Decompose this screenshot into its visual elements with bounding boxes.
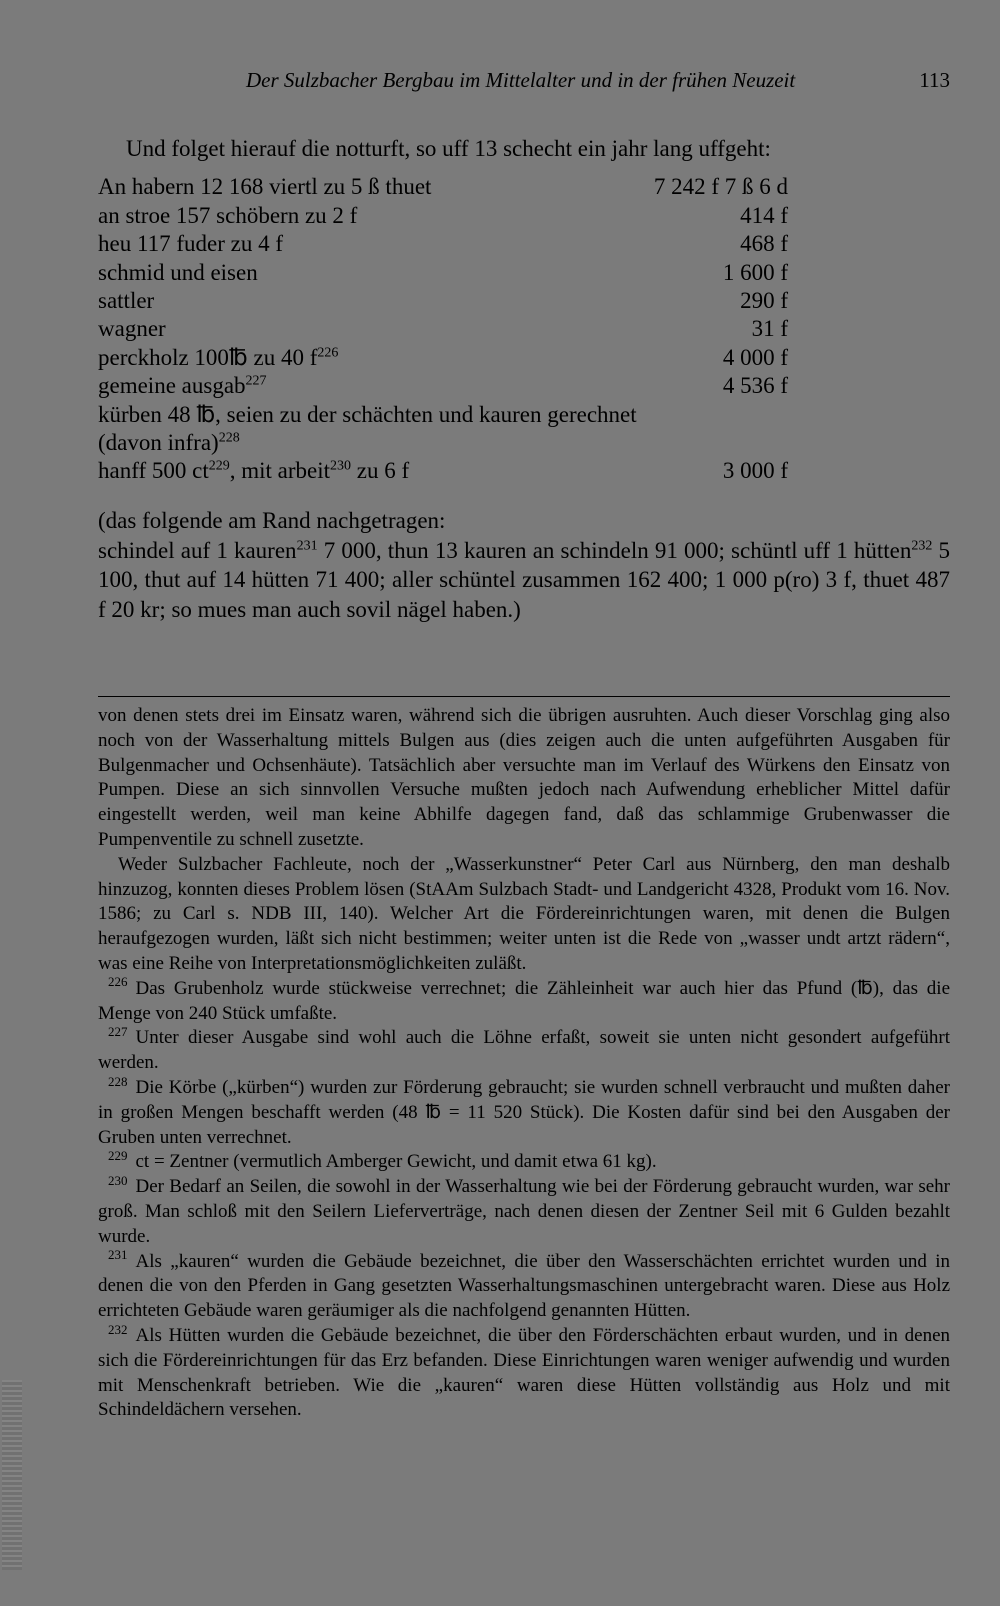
ledger-row xyxy=(98,342,788,370)
margin-note-body: schindel auf 1 kauren$^{231}$ 7 000, thun 13 kauren an schindeln 91 000; schüntl uff 1 hütten$^{232}$ 5 100, thut auf 14 hütten 71 400; aller schüntel zusammen 162 400; 1 000 p(ro) 3 f, thuet 487 f 20 kr; so mues man auch sovil nägel haben.) xyxy=(98,537,951,622)
ledger-row xyxy=(98,257,788,285)
ledger-amount: 3 000 f xyxy=(722,458,788,484)
expense-ledger xyxy=(98,172,788,484)
footnote-ref: 226 xyxy=(317,345,339,361)
ledger-item: sattler xyxy=(98,287,155,313)
ledger-row xyxy=(98,399,788,427)
footnote-232: $^{232}$ Als Hütten wurden die Gebäude bezeichnet, die über den Förderschächten erbaut wurden, und in denen sich die Fördereinrichtungen für das Erz befanden. Diese Einrichtungen waren weniger aufwendig und wurden mit Menschenkraft betrieben. Wie die „kauren“ waren diese Hütten vollständig aus Holz und mit Schindeldächern versehen. xyxy=(98,1321,950,1421)
intro-line: Und folget hierauf die notturft, so uff 13 schecht ein jahr lang uffgeht: xyxy=(126,136,771,161)
ledger-row xyxy=(98,172,788,200)
ledger-amount: 468 f xyxy=(740,231,788,257)
footnote-continuation: Weder Sulzbacher Fachleute, noch der „Wasserkunstner“ Peter Carl aus Nürnberg, den man deshalb hinzuzog, konnten dieses Problem lösen (StAAm Sulzbach Stadt- und Landgericht 4328, Produkt vom 16. Nov. 1586; zu Carl s. NDB III, 140). Welcher Art die Fördereinrichtungen waren, mit denen die Bulgen heraufgezogen wurden, läßt sich nicht bestimmen; weiter unten ist die Rede von „wasser undt artzt rädern“, was eine Reihe von Interpretationsmöglichkeiten zuläßt. xyxy=(98,853,950,974)
footnote-226: $^{226}$ Das Grubenholz wurde stückweise verrechnet; die Zähleinheit war auch hier das Pfund (℔), das die Menge von 240 Stück umfaßte. xyxy=(98,974,950,1024)
ledger-item: hanff 500 $ct^{229}$, mit arbeit$^{230}$ zu 6 f xyxy=(98,458,410,484)
footnote-continuation: von denen stets drei im Einsatz waren, während sich die übrigen ausruhten. Auch dieser Vorschlag ging also noch von der Wasserhaltung mittels Bulgen aus (dies zeigen auch die unten aufgeführten Ausgaben für Bulgenmacher und Ochsenhäute). Tatsächlich aber versuchte man im Verlauf des Würkens den Einsatz von Pumpen. Diese an sich sinnvollen Versuche mußten jedoch nach Aufwendung erheblicher Mittel dafür eingestellt werden, weil man keine Abhilfe dagegen fand, daß das schlammige Grubenwasser die Pumpenventile zu schnell zusetzte. xyxy=(98,705,950,850)
ledger-row xyxy=(98,229,788,257)
ledger-item: heu 117 fuder zu 4 f xyxy=(98,231,283,257)
footnotes xyxy=(98,704,950,1423)
ledger-item: schmid und eisen xyxy=(98,259,258,285)
ledger-row xyxy=(98,456,788,484)
ledger-amount xyxy=(637,399,788,427)
footnote-228: $^{228}$ Die Körbe („kürben“) wurden zur Förderung gebraucht; sie wurden schnell verbraucht und mußten daher in großen Mengen beschafft werden (48 ℔ = 11 520 Stück). Die Kosten dafür sind bei den Ausgaben der Gruben unten verrechnet. xyxy=(98,1073,950,1148)
ledger-row xyxy=(98,314,788,342)
footnote-divider xyxy=(98,696,950,697)
ledger-row xyxy=(98,200,788,228)
ledger-item: gemeine ausgab$^{227}$ xyxy=(98,373,267,399)
ledger-item: an stroe 157 schöbern zu 2 f xyxy=(98,202,358,228)
ledger-amount: 4 000 f xyxy=(722,344,788,370)
footnote-229: $^{229}$ ct = Zentner (vermutlich Amberger Gewicht, und damit etwa 61 kg). xyxy=(108,1148,657,1173)
ledger-amount: 1 600 f xyxy=(722,259,788,285)
ledger-amount xyxy=(637,428,788,456)
running-title: Der Sulzbacher Bergbau im Mittelalter und in der frühen Neuzeit xyxy=(246,68,796,92)
margin-note xyxy=(98,506,950,624)
ledger-item: (davon infra)$^{228}$ xyxy=(98,429,240,455)
ledger-amount: 4 536 f xyxy=(722,373,788,399)
ledger-amount: 290 f xyxy=(740,287,788,313)
ledger-amount: 7 242 f 7 ß 6 d xyxy=(653,174,788,200)
ledger-amount: 31 f xyxy=(751,316,788,342)
ledger-row xyxy=(98,371,788,399)
footnote-ref: 227 xyxy=(245,373,267,389)
footnote-227: $^{227}$ Unter dieser Ausgabe sind wohl auch die Löhne erfaßt, soweit sie unten nicht gesondert aufgeführt werden. xyxy=(98,1024,950,1074)
footnote-ref: 228 xyxy=(218,430,240,446)
ledger-item: perckholz 100℔ zu 40 $f^{226}$ xyxy=(98,344,339,370)
page-header xyxy=(98,62,950,102)
main-text xyxy=(98,136,950,624)
footnote-231: $^{231}$ Als „kauren“ wurden die Gebäude bezeichnet, die über den Wasserschächten errichtet wurden und in denen die von den Pferden in Gang gesetzten Wasserhaltungsmaschinen untergebracht waren. Diese aus Holz errichteten Gebäude waren geräumiger als die nachfolgend genannten Hütten. xyxy=(98,1247,950,1322)
footnote-230: $^{230}$ Der Bedarf an Seilen, die sowohl in der Wasserhaltung wie bei der Förderung gebraucht wurden, war sehr groß. Man schloß mit den Seilern Lieferverträge, nach denen diesen der Zentner Seil mit 6 Gulden bezahlt wurde. xyxy=(98,1172,950,1247)
ledger-item: An habern 12 168 viertl zu 5 ß thuet xyxy=(98,174,432,200)
margin-note-intro: (das folgende am Rand nachgetragen: xyxy=(98,508,446,534)
ledger-row xyxy=(98,286,788,314)
page-number: 113 xyxy=(919,68,950,92)
ledger-row xyxy=(98,428,788,456)
ledger-item: wagner xyxy=(98,316,166,342)
ledger-item: kürben 48 ℔, seien zu der schächten und kauren gerechnet xyxy=(98,401,637,427)
ledger-amount: 414 f xyxy=(740,202,788,228)
scan-edge-artifact xyxy=(2,1380,22,1570)
